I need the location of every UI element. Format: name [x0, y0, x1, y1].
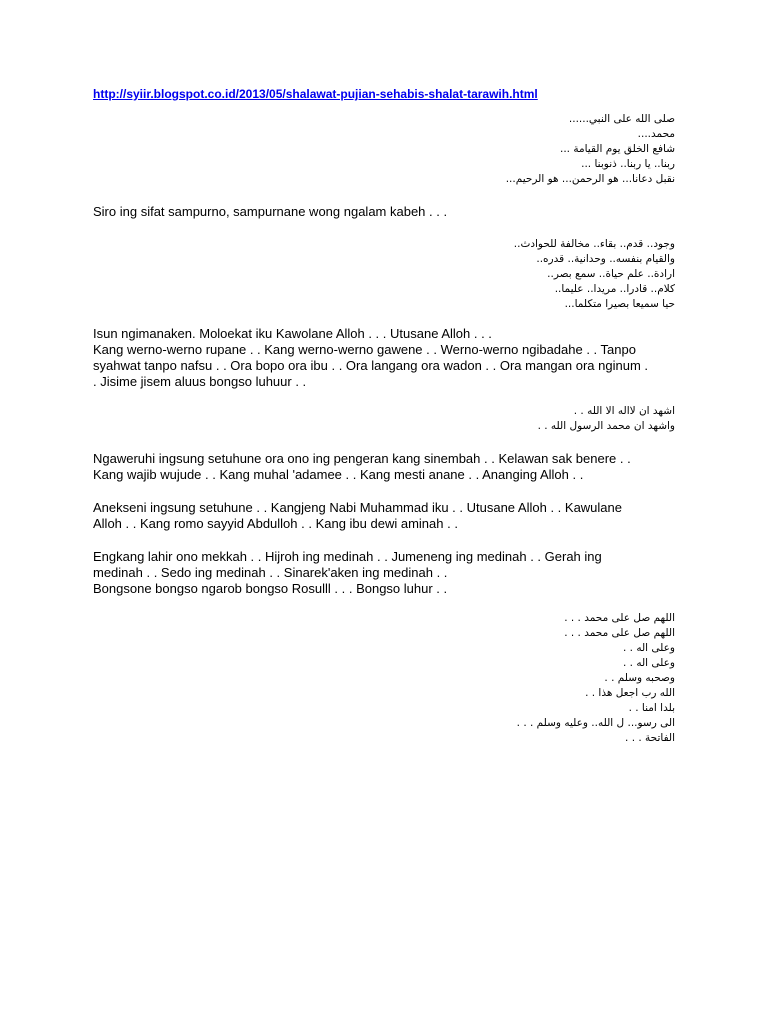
arabic-line: بلدا امنا . . — [628, 702, 675, 714]
arabic-line: واشهد ان محمد الرسول الله . . — [537, 420, 675, 432]
paragraph-3 — [93, 451, 675, 483]
arabic-line: ارادة.. علم حياة.. سمع بصر.. — [547, 268, 675, 280]
text-line: . Jisime jisem aluus bongso luhuur . . — [93, 374, 307, 389]
text-line: Alloh . . Kang romo sayyid Abdulloh . . Kang ibu dewi aminah . . — [93, 516, 458, 531]
document-page — [93, 86, 675, 746]
paragraph-2 — [93, 326, 675, 390]
text-line: Siro ing sifat sampurno, sampurnane wong ngalam kabeh . . . — [93, 204, 448, 219]
arabic-line: وصحبه وسلم . . — [604, 672, 675, 684]
arabic-line: وجود.. قدم.. بقاء.. مخالفة للحوادث.. — [513, 238, 675, 250]
arabic-block-2 — [93, 237, 675, 312]
text-line: Isun ngimanaken. Moloekat iku Kawolane Alloh . . . Utusane Alloh . . . — [93, 326, 492, 341]
arabic-line: كلام.. قادرا.. مريدا.. عليما.. — [554, 283, 675, 295]
text-line: Anekseni ingsung setuhune . . Kangjeng Nabi Muhammad iku . . Utusane Alloh . . Kawulane — [93, 500, 622, 515]
arabic-line: الفاتحة . . . — [625, 732, 675, 744]
arabic-line: نقبل دعانا... هو الرحمن... هو الرحيم... — [505, 173, 675, 185]
paragraph-5 — [93, 549, 675, 597]
text-line: syahwat tanpo nafsu . . Ora bopo ora ibu . . Ora langang ora wadon . . Ora mangan ora nginum . — [93, 358, 648, 373]
arabic-line: حيا سميعا بصيرا متكلما... — [564, 298, 675, 310]
text-line: medinah . . Sedo ing medinah . . Sinarek'aken ing medinah . . — [93, 565, 448, 580]
text-line: Bongsone bongso ngarob bongso Rosulll . . . Bongso luhur . . — [93, 581, 448, 596]
text-line: Engkang lahir ono mekkah . . Hijroh ing medinah . . Jumeneng ing medinah . . Gerah ing — [93, 549, 602, 564]
text-line: Kang wajib wujude . . Kang muhal 'adamee . . Kang mesti anane . . Ananging Alloh . . — [93, 467, 584, 482]
arabic-line: محمد.... — [637, 128, 675, 140]
arabic-line: اللهم صل على محمد . . . — [564, 612, 675, 624]
text-line: Kang werno-werno rupane . . Kang werno-werno gawene . . Werno-werno ngibadahe . . Tanpo — [93, 342, 636, 357]
arabic-block-4 — [93, 611, 675, 746]
arabic-line: الى رسو... ل الله.. وعليه وسلم . . . — [516, 717, 675, 729]
text-line: Ngaweruhi ingsung setuhune ora ono ing pengeran kang sinembah . . Kelawan sak benere . . — [93, 451, 631, 466]
arabic-line: وعلى اله . . — [623, 657, 675, 669]
arabic-block-1 — [93, 112, 675, 187]
arabic-block-3 — [93, 404, 675, 434]
arabic-line: اشهد ان لااله الا الله . . — [573, 405, 675, 417]
paragraph-4 — [93, 500, 675, 532]
arabic-line: شافع الخلق يوم القيامة ... — [560, 143, 675, 155]
arabic-line: ربنا.. يا ربنا.. ذنوبنا ... — [581, 158, 675, 170]
paragraph-1 — [93, 204, 675, 220]
arabic-line: وعلى اله . . — [623, 642, 675, 654]
arabic-line: صلى الله على النبي...... — [568, 113, 675, 125]
arabic-line: الله رب اجعل هذا . . — [585, 687, 675, 699]
arabic-line: اللهم صل على محمد . . . — [564, 627, 675, 639]
source-link[interactable]: http://syiir.blogspot.co.id/2013/05/shalawat-pujian-sehabis-shalat-tarawih.html — [93, 87, 538, 101]
arabic-line: والقيام بنفسه.. وحدانية.. قدره.. — [536, 253, 675, 265]
